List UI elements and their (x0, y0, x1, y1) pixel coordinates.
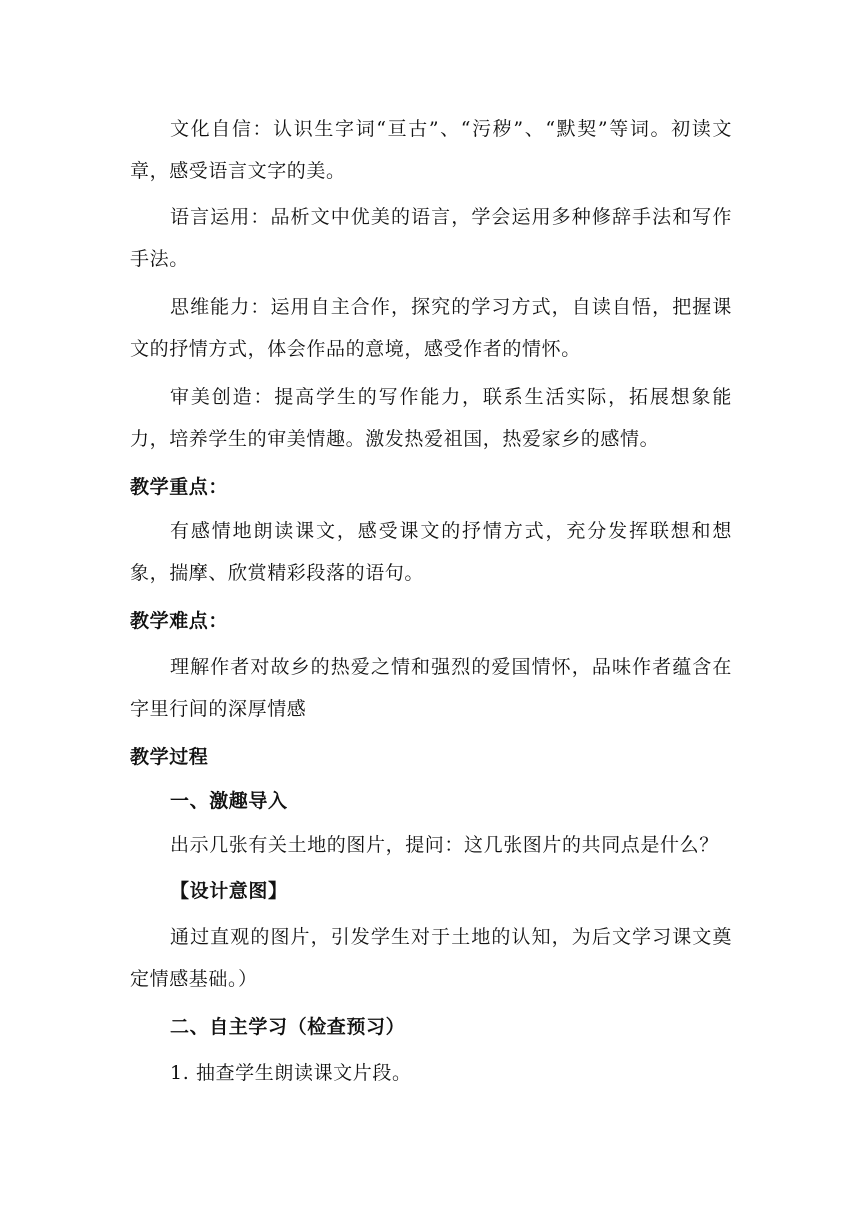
objective-cultural-confidence: 文化自信：认识生字词“亘古”、“污秽”、“默契”等词。初读文章，感受语言文字的美。 (130, 118, 732, 182)
step-heading-self-study: 二、自主学习（检查预习） (170, 1016, 406, 1038)
section-heading-difficulties: 教学难点： (130, 610, 229, 632)
introduction-paragraph: 出示几张有关土地的图片，提问：这几张图片的共同点是什么？ (170, 834, 719, 856)
key-points-paragraph: 有感情地朗读课文，感受课文的抒情方式，充分发挥联想和想象，揣摩、欣赏精彩段落的语句。 (130, 520, 732, 584)
section-heading-key-points: 教学重点： (130, 476, 229, 498)
objective-thinking-ability: 思维能力：运用自主合作，探究的学习方式，自读自悟，把握课文的抒情方式，体会作品的意境，感受作者的情怀。 (130, 296, 732, 360)
self-study-item-1: 1. 抽查学生朗读课文片段。 (170, 1062, 412, 1084)
step-heading-introduction: 一、激趣导入 (170, 790, 288, 812)
section-heading-teaching-process: 教学过程 (130, 746, 209, 768)
design-intent-paragraph: 通过直观的图片，引发学生对于土地的认知，为后文学习课文奠定情感基础。） (130, 926, 732, 990)
objective-aesthetic-creation: 审美创造：提高学生的写作能力，联系生活实际，拓展想象能力，培养学生的审美情趣。激发热爱祖国，热爱家乡的感情。 (130, 386, 732, 450)
design-intent-heading: 【设计意图】 (170, 880, 288, 902)
objective-language-use: 语言运用：品析文中优美的语言，学会运用多种修辞手法和写作手法。 (130, 206, 732, 270)
difficulties-paragraph: 理解作者对故乡的热爱之情和强烈的爱国情怀，品味作者蕴含在字里行间的深厚情感 (130, 656, 732, 720)
